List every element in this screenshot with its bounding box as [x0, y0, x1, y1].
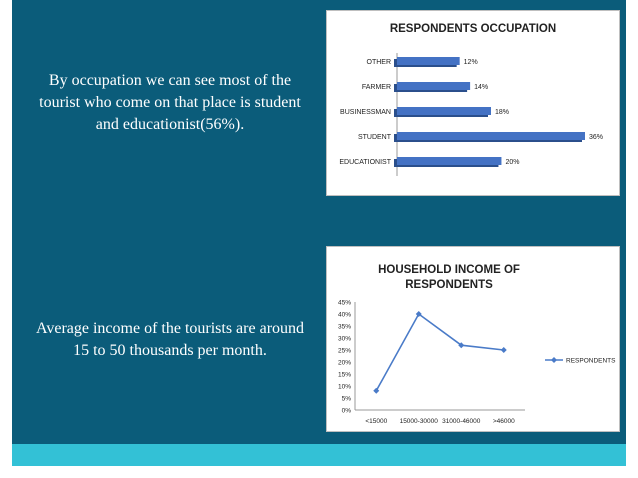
income-summary-text: Average income of the tourists are around 15 to 50 thousands per month. [35, 320, 305, 359]
bar-data-label: 14% [474, 84, 489, 91]
bar-category-label: FARMER [361, 84, 391, 91]
bar-category-label: EDUCATIONIST [339, 159, 391, 166]
bar-category-label: OTHER [366, 59, 391, 66]
x-tick-label: 31000-46000 [442, 418, 481, 425]
occupation-bar-chart [327, 11, 619, 195]
y-tick-label: 0% [341, 407, 351, 415]
y-tick-label: 15% [337, 371, 351, 379]
data-point [373, 388, 379, 394]
bar-farmer [397, 82, 470, 90]
x-tick-label: 15000-30000 [399, 418, 438, 425]
legend-marker [551, 357, 557, 363]
occupation-summary-text: By occupation we can see most of the tourist who come on that place is student and educationist(56%). [39, 72, 301, 133]
y-tick-label: 40% [337, 311, 351, 319]
bar-category-label: STUDENT [357, 134, 391, 141]
series-line-respondents [376, 314, 504, 391]
y-tick-label: 25% [337, 347, 351, 355]
income-chart-title-line-1: HOUSEHOLD INCOME OF [378, 264, 520, 276]
bar-educationist [397, 157, 501, 165]
income-chart-title-line-2: RESPONDENTS [405, 279, 493, 291]
income-line-chart [327, 247, 619, 431]
y-tick-label: 30% [337, 335, 351, 343]
occupation-chart-panel [326, 10, 620, 196]
bar-data-label: 18% [495, 109, 510, 116]
y-tick-label: 5% [341, 395, 351, 403]
data-point [501, 347, 507, 353]
y-tick-label: 20% [337, 359, 351, 367]
bar-category-label: BUSINESSMAN [340, 109, 391, 116]
occupation-chart-title: RESPONDENTS OCCUPATION [389, 23, 557, 35]
income-chart-panel [326, 246, 620, 432]
x-tick-label: >46000 [492, 418, 515, 425]
bar-data-label: 36% [589, 134, 604, 141]
bar-other [397, 57, 460, 65]
bar-data-label: 20% [505, 159, 520, 166]
y-tick-label: 45% [337, 299, 351, 307]
bar-student [397, 132, 585, 140]
x-tick-label: <15000 [365, 418, 388, 425]
bar-businessman [397, 107, 491, 115]
y-tick-label: 10% [337, 383, 351, 391]
footer-bar [12, 444, 626, 466]
legend-label: RESPONDENTS [566, 357, 616, 365]
y-tick-label: 35% [337, 323, 351, 331]
bar-data-label: 12% [463, 59, 478, 66]
